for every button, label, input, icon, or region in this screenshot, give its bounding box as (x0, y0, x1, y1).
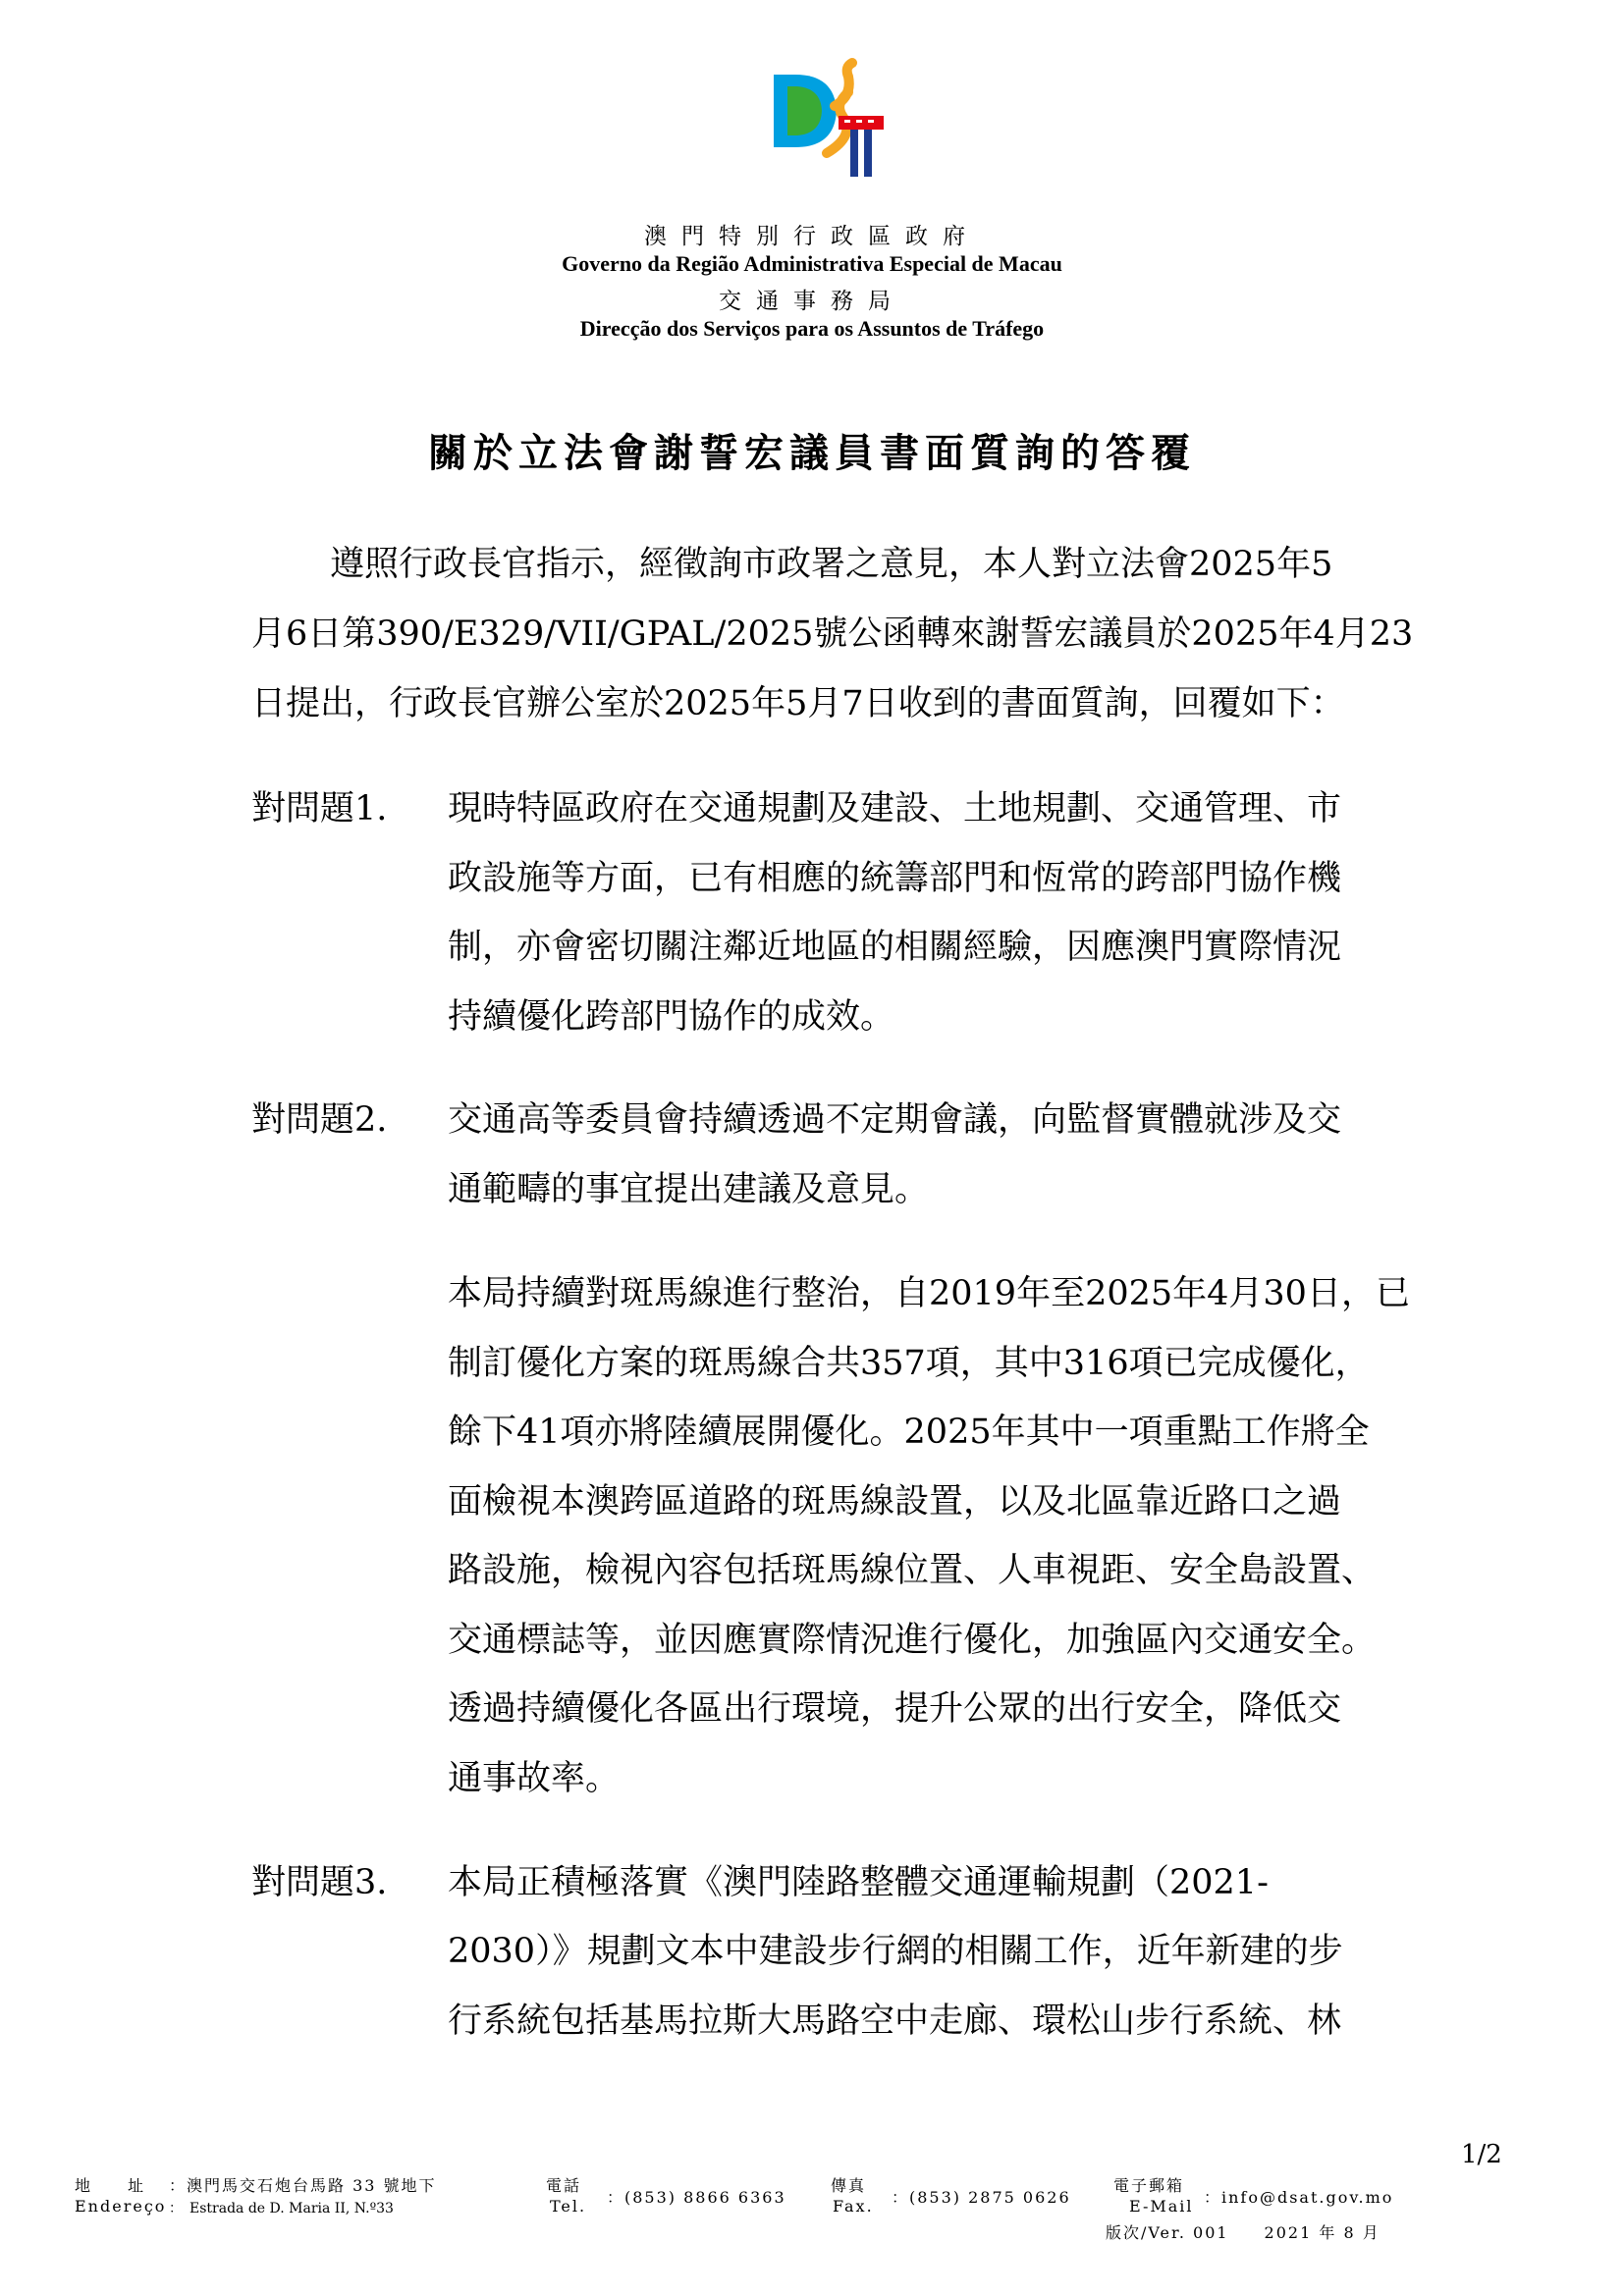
intro-line: 遵照行政長官指示，經徵詢市政署之意見，本人對立法會2025年5 (330, 545, 1333, 584)
footer-address-label-pt: Endereço (75, 2197, 167, 2216)
footer-fax-label-en: Fax. (833, 2197, 874, 2216)
answer-1-line: 政設施等方面，已有相應的統籌部門和恆常的跨部門協作機 (448, 859, 1342, 898)
answer-2b-line: 透過持續優化各區出行環境，提升公眾的出行安全，降低交 (448, 1689, 1342, 1729)
answer-3-line: 本局正積極落實《澳門陸路整體交通運輸規劃（2021- (448, 1863, 1269, 1902)
answer-2b-line: 通事故率。 (448, 1759, 621, 1798)
answer-label-3: 對問題3. (251, 1863, 388, 1902)
answer-2b-line: 交通標誌等，並因應實際情況進行優化，加強區內交通安全。 (448, 1621, 1377, 1660)
footer-phone-label-zh: 電話 (546, 2176, 582, 2195)
answer-label-2: 對問題2. (251, 1100, 388, 1140)
footer-phone: ：(853) 8866 6363 (607, 2188, 786, 2207)
intro-line: 月6日第390/E329/VII/GPAL/2025號公函轉來謝誓宏議員於2025年4月23 (251, 614, 1414, 654)
answer-2-line: 通範疇的事宜提出建議及意見。 (448, 1170, 930, 1209)
answer-1-line: 持續優化跨部門協作的成效。 (448, 997, 895, 1037)
answer-1-line: 現時特區政府在交通規劃及建設、土地規劃、交通管理、市 (448, 789, 1342, 828)
footer-fax-label-zh: 傳真 (831, 2176, 867, 2195)
bureau-name-zh: 交通事務局 (719, 289, 905, 314)
answer-2b-line: 面檢視本澳跨區道路的斑馬線設置，以及北區靠近路口之過 (448, 1482, 1342, 1522)
answer-2b-line: 路設施，檢視內容包括斑馬線位置、人車視距、安全島設置、 (448, 1551, 1377, 1590)
answer-2b-line: 制訂優化方案的斑馬線合共357項，其中316項已完成優化， (448, 1344, 1370, 1383)
answer-2b-line: 本局持續對斑馬線進行整治，自2019年至2025年4月30日，已 (448, 1274, 1410, 1313)
government-name-pt: Governo da Região Administrativa Especial de Macau (562, 251, 1062, 276)
footer-address-zh: ：澳門馬交石炮台馬路 33 號地下 (169, 2176, 437, 2195)
document-title: 關於立法會謝誓宏議員書面質詢的答覆 (428, 430, 1196, 476)
footer-fax: ：(853) 2875 0626 (892, 2188, 1071, 2207)
intro-line: 日提出，行政長官辦公室於2025年5月7日收到的書面質詢，回覆如下： (251, 684, 1345, 723)
answer-3-line: 2030）》規劃文本中建設步行網的相關工作，近年新建的步 (448, 1932, 1343, 1971)
answer-label-1: 對問題1. (251, 789, 388, 828)
footer-email-label-en: E-Mail (1129, 2197, 1194, 2216)
bureau-name-pt: Direcção dos Serviços para os Assuntos de Tráfego (579, 316, 1045, 341)
footer-email-label-zh: 電子郵箱 (1113, 2176, 1185, 2195)
footer-email: ：info@dsat.gov.mo (1204, 2188, 1394, 2207)
dsat-logo-icon (766, 57, 890, 179)
answer-3-line: 行系統包括基馬拉斯大馬路空中走廊、環松山步行系統、林 (448, 2002, 1342, 2041)
footer-phone-label-en: Tel. (550, 2197, 587, 2216)
footer-version: 版次/Ver. 001 2021 年 8 月 (1106, 2223, 1380, 2242)
answer-2-line: 交通高等委員會持續透過不定期會議，向監督實體就涉及交 (448, 1100, 1342, 1140)
footer-address-label-zh: 地 址 (75, 2176, 146, 2195)
government-name-zh: 澳門特別行政區政府 (644, 224, 980, 249)
footer-address-pt: ： Estrada de D. Maria II, N.º33 (169, 2201, 394, 2216)
answer-1-line: 制，亦會密切關注鄰近地區的相關經驗，因應澳門實際情況 (448, 928, 1342, 967)
page-number: 1/2 (1461, 2140, 1502, 2169)
answer-2b-line: 餘下41項亦將陸續展開優化。2025年其中一項重點工作將全 (448, 1413, 1370, 1452)
